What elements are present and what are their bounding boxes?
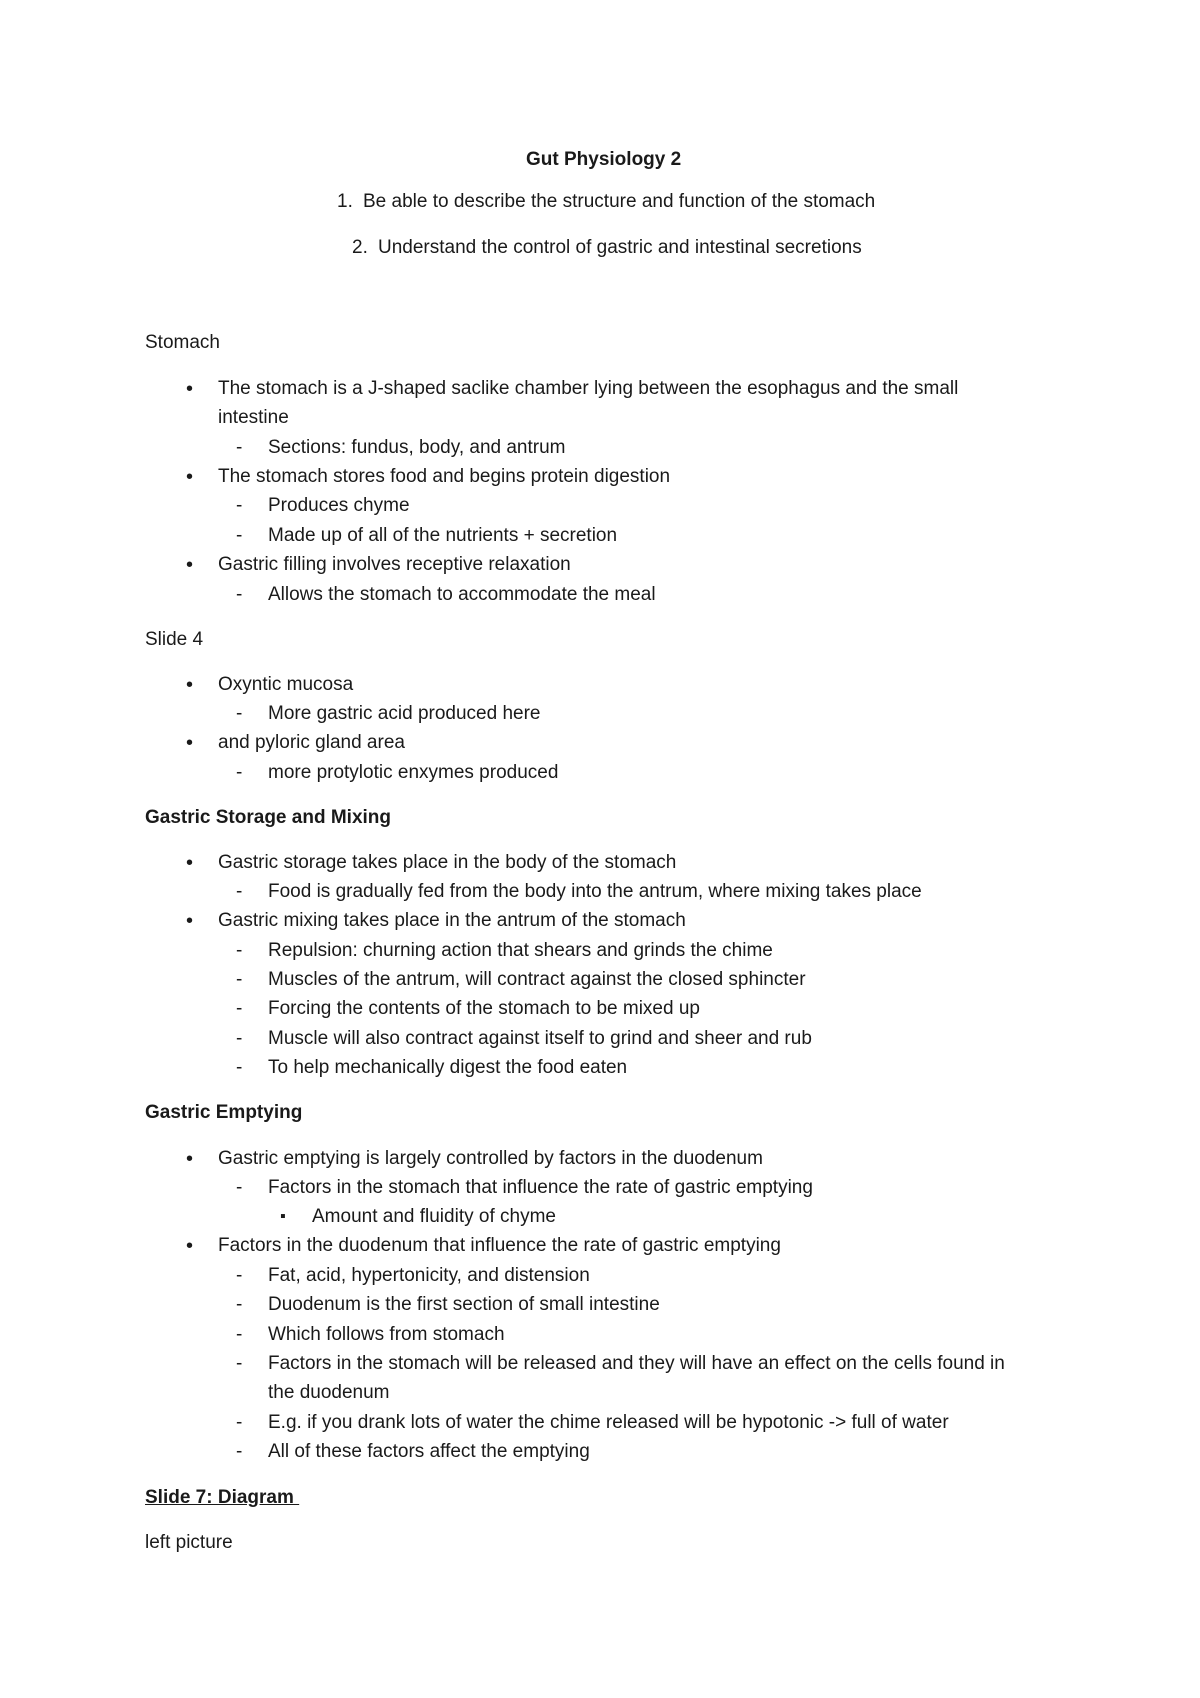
section-heading: Stomach — [145, 332, 220, 353]
section-heading: Slide 7: Diagram — [145, 1487, 300, 1508]
body-text: left picture — [145, 1532, 233, 1553]
objective-number: 2. — [352, 237, 368, 258]
objective-item: Understand the control of gastric and intestinal secretions — [378, 237, 862, 258]
bullet-continuation: intestine — [218, 407, 289, 428]
document-title: Gut Physiology 2 — [526, 149, 682, 170]
sub-item: - Muscles of the antrum, will contract against the closed sphincter — [268, 968, 806, 992]
objective-item: Be able to describe the structure and function of the stomach — [363, 191, 876, 212]
sub-sub-item: ▪ Amount and fluidity of chyme — [312, 1205, 556, 1229]
bullet-item: • Gastric emptying is largely controlled by factors in the duodenum — [218, 1147, 763, 1171]
sub-item: - Which follows from stomach — [268, 1323, 505, 1347]
sub-item: - Sections: fundus, body, and antrum — [268, 436, 566, 460]
bullet-item: • Gastric storage takes place in the body of the stomach — [218, 851, 676, 875]
sub-item: - More gastric acid produced here — [268, 702, 540, 726]
sub-item: - Food is gradually fed from the body into the antrum, where mixing takes place — [268, 880, 922, 904]
sub-item: - Repulsion: churning action that shears and grinds the chime — [268, 939, 773, 963]
sub-item: - Forcing the contents of the stomach to be mixed up — [268, 997, 700, 1021]
sub-item: - Factors in the stomach will be released and they will have an effect on the cells found in — [268, 1352, 1005, 1376]
section-heading: Slide 4 — [145, 629, 204, 650]
sub-item: - Made up of all of the nutrients + secretion — [268, 524, 617, 548]
sub-item: - To help mechanically digest the food eaten — [268, 1056, 627, 1080]
bullet-item: • The stomach is a J-shaped saclike chamber lying between the esophagus and the small — [218, 377, 958, 401]
section-heading: Gastric Storage and Mixing — [145, 807, 391, 828]
sub-item: - Duodenum is the first section of small intestine — [268, 1293, 660, 1317]
sub-item: - Muscle will also contract against itself to grind and sheer and rub — [268, 1027, 812, 1051]
bullet-item: • The stomach stores food and begins protein digestion — [218, 465, 670, 489]
sub-item: - All of these factors affect the emptying — [268, 1440, 590, 1464]
bullet-item: • Factors in the duodenum that influence the rate of gastric emptying — [218, 1234, 781, 1258]
sub-item: - Fat, acid, hypertonicity, and distension — [268, 1264, 590, 1288]
sub-item: - E.g. if you drank lots of water the chime released will be hypotonic -> full of water — [268, 1411, 949, 1435]
bullet-item: • Gastric mixing takes place in the antrum of the stomach — [218, 909, 686, 933]
sub-item: - more protylotic enxymes produced — [268, 761, 558, 785]
sub-item: - Factors in the stomach that influence the rate of gastric emptying — [268, 1176, 813, 1200]
sub-item: - Allows the stomach to accommodate the meal — [268, 583, 656, 607]
sub-item-continuation: the duodenum — [268, 1382, 390, 1403]
bullet-item: • Gastric filling involves receptive relaxation — [218, 553, 571, 577]
sub-item: - Produces chyme — [268, 494, 410, 518]
bullet-item: • Oxyntic mucosa — [218, 673, 353, 697]
bullet-item: • and pyloric gland area — [218, 731, 405, 755]
objective-number: 1. — [337, 191, 353, 212]
section-heading: Gastric Emptying — [145, 1102, 303, 1123]
